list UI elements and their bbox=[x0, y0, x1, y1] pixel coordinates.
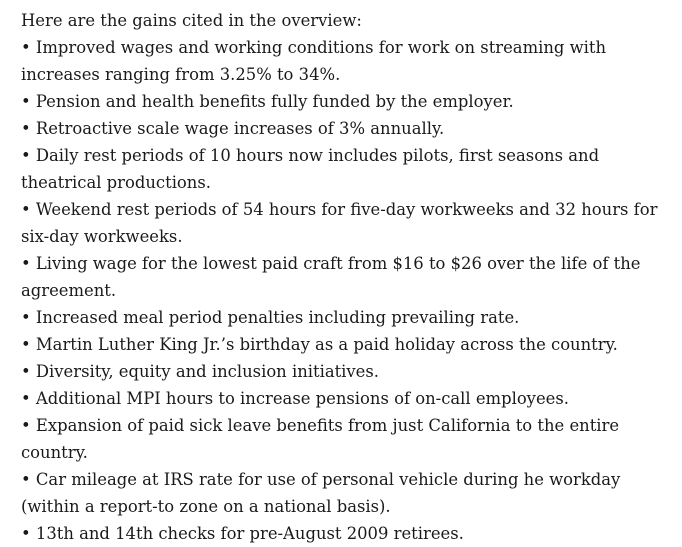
list-item-text: Improved wages and working conditions for work on streaming with increases ranging from 3.25% to 34%. bbox=[21, 38, 607, 84]
bullet: • bbox=[21, 470, 36, 489]
list-item bbox=[21, 34, 670, 88]
intro-text: Here are the gains cited in the overview: bbox=[21, 11, 362, 30]
list-item bbox=[21, 412, 670, 466]
list-item-text: Pension and health benefits fully funded by the employer. bbox=[35, 92, 514, 111]
list-item bbox=[21, 520, 670, 547]
list-item bbox=[21, 358, 670, 385]
bullet: • bbox=[21, 200, 36, 219]
list-item bbox=[21, 88, 670, 115]
list-item-text: Expansion of paid sick leave benefits from just California to the entire country. bbox=[21, 416, 620, 462]
list-item-text: Retroactive scale wage increases of 3% annually. bbox=[35, 119, 445, 138]
list-item-text: Living wage for the lowest paid craft from $16 to $26 over the life of the agreement. bbox=[21, 254, 641, 300]
list-item-text: Diversity, equity and inclusion initiatives. bbox=[35, 362, 380, 381]
list-item-text: Additional MPI hours to increase pensions of on-call employees. bbox=[35, 389, 569, 408]
bullet: • bbox=[21, 38, 36, 57]
bullet: • bbox=[21, 254, 36, 273]
list-item-text: Martin Luther King Jr.’s birthday as a paid holiday across the country. bbox=[35, 335, 618, 354]
list-item bbox=[21, 142, 670, 196]
list-item-text: Increased meal period penalties including prevailing rate. bbox=[35, 308, 520, 327]
list-item bbox=[21, 466, 670, 520]
bullet: • bbox=[21, 362, 36, 381]
list-item-text: Car mileage at IRS rate for use of personal vehicle during he workday (within a report-to zone on a national basis). bbox=[21, 470, 621, 516]
list-item bbox=[21, 385, 670, 412]
bullet: • bbox=[21, 92, 36, 111]
list-item bbox=[21, 115, 670, 142]
bullet: • bbox=[21, 146, 36, 165]
bullet: • bbox=[21, 524, 36, 543]
bullet: • bbox=[21, 389, 36, 408]
bullet: • bbox=[21, 335, 36, 354]
list-item bbox=[21, 331, 670, 358]
list-item bbox=[21, 304, 670, 331]
bullet: • bbox=[21, 119, 36, 138]
gains-list bbox=[21, 34, 670, 547]
list-item-text: Weekend rest periods of 54 hours for five-day workweeks and 32 hours for six-day workweeks. bbox=[21, 200, 658, 246]
list-item bbox=[21, 250, 670, 304]
list-item bbox=[21, 196, 670, 250]
bullet: • bbox=[21, 416, 36, 435]
list-item-text: 13th and 14th checks for pre-August 2009 retirees. bbox=[35, 524, 464, 543]
bullet: • bbox=[21, 308, 36, 327]
list-item-text: Daily rest periods of 10 hours now includes pilots, first seasons and theatrical productions. bbox=[21, 146, 600, 192]
